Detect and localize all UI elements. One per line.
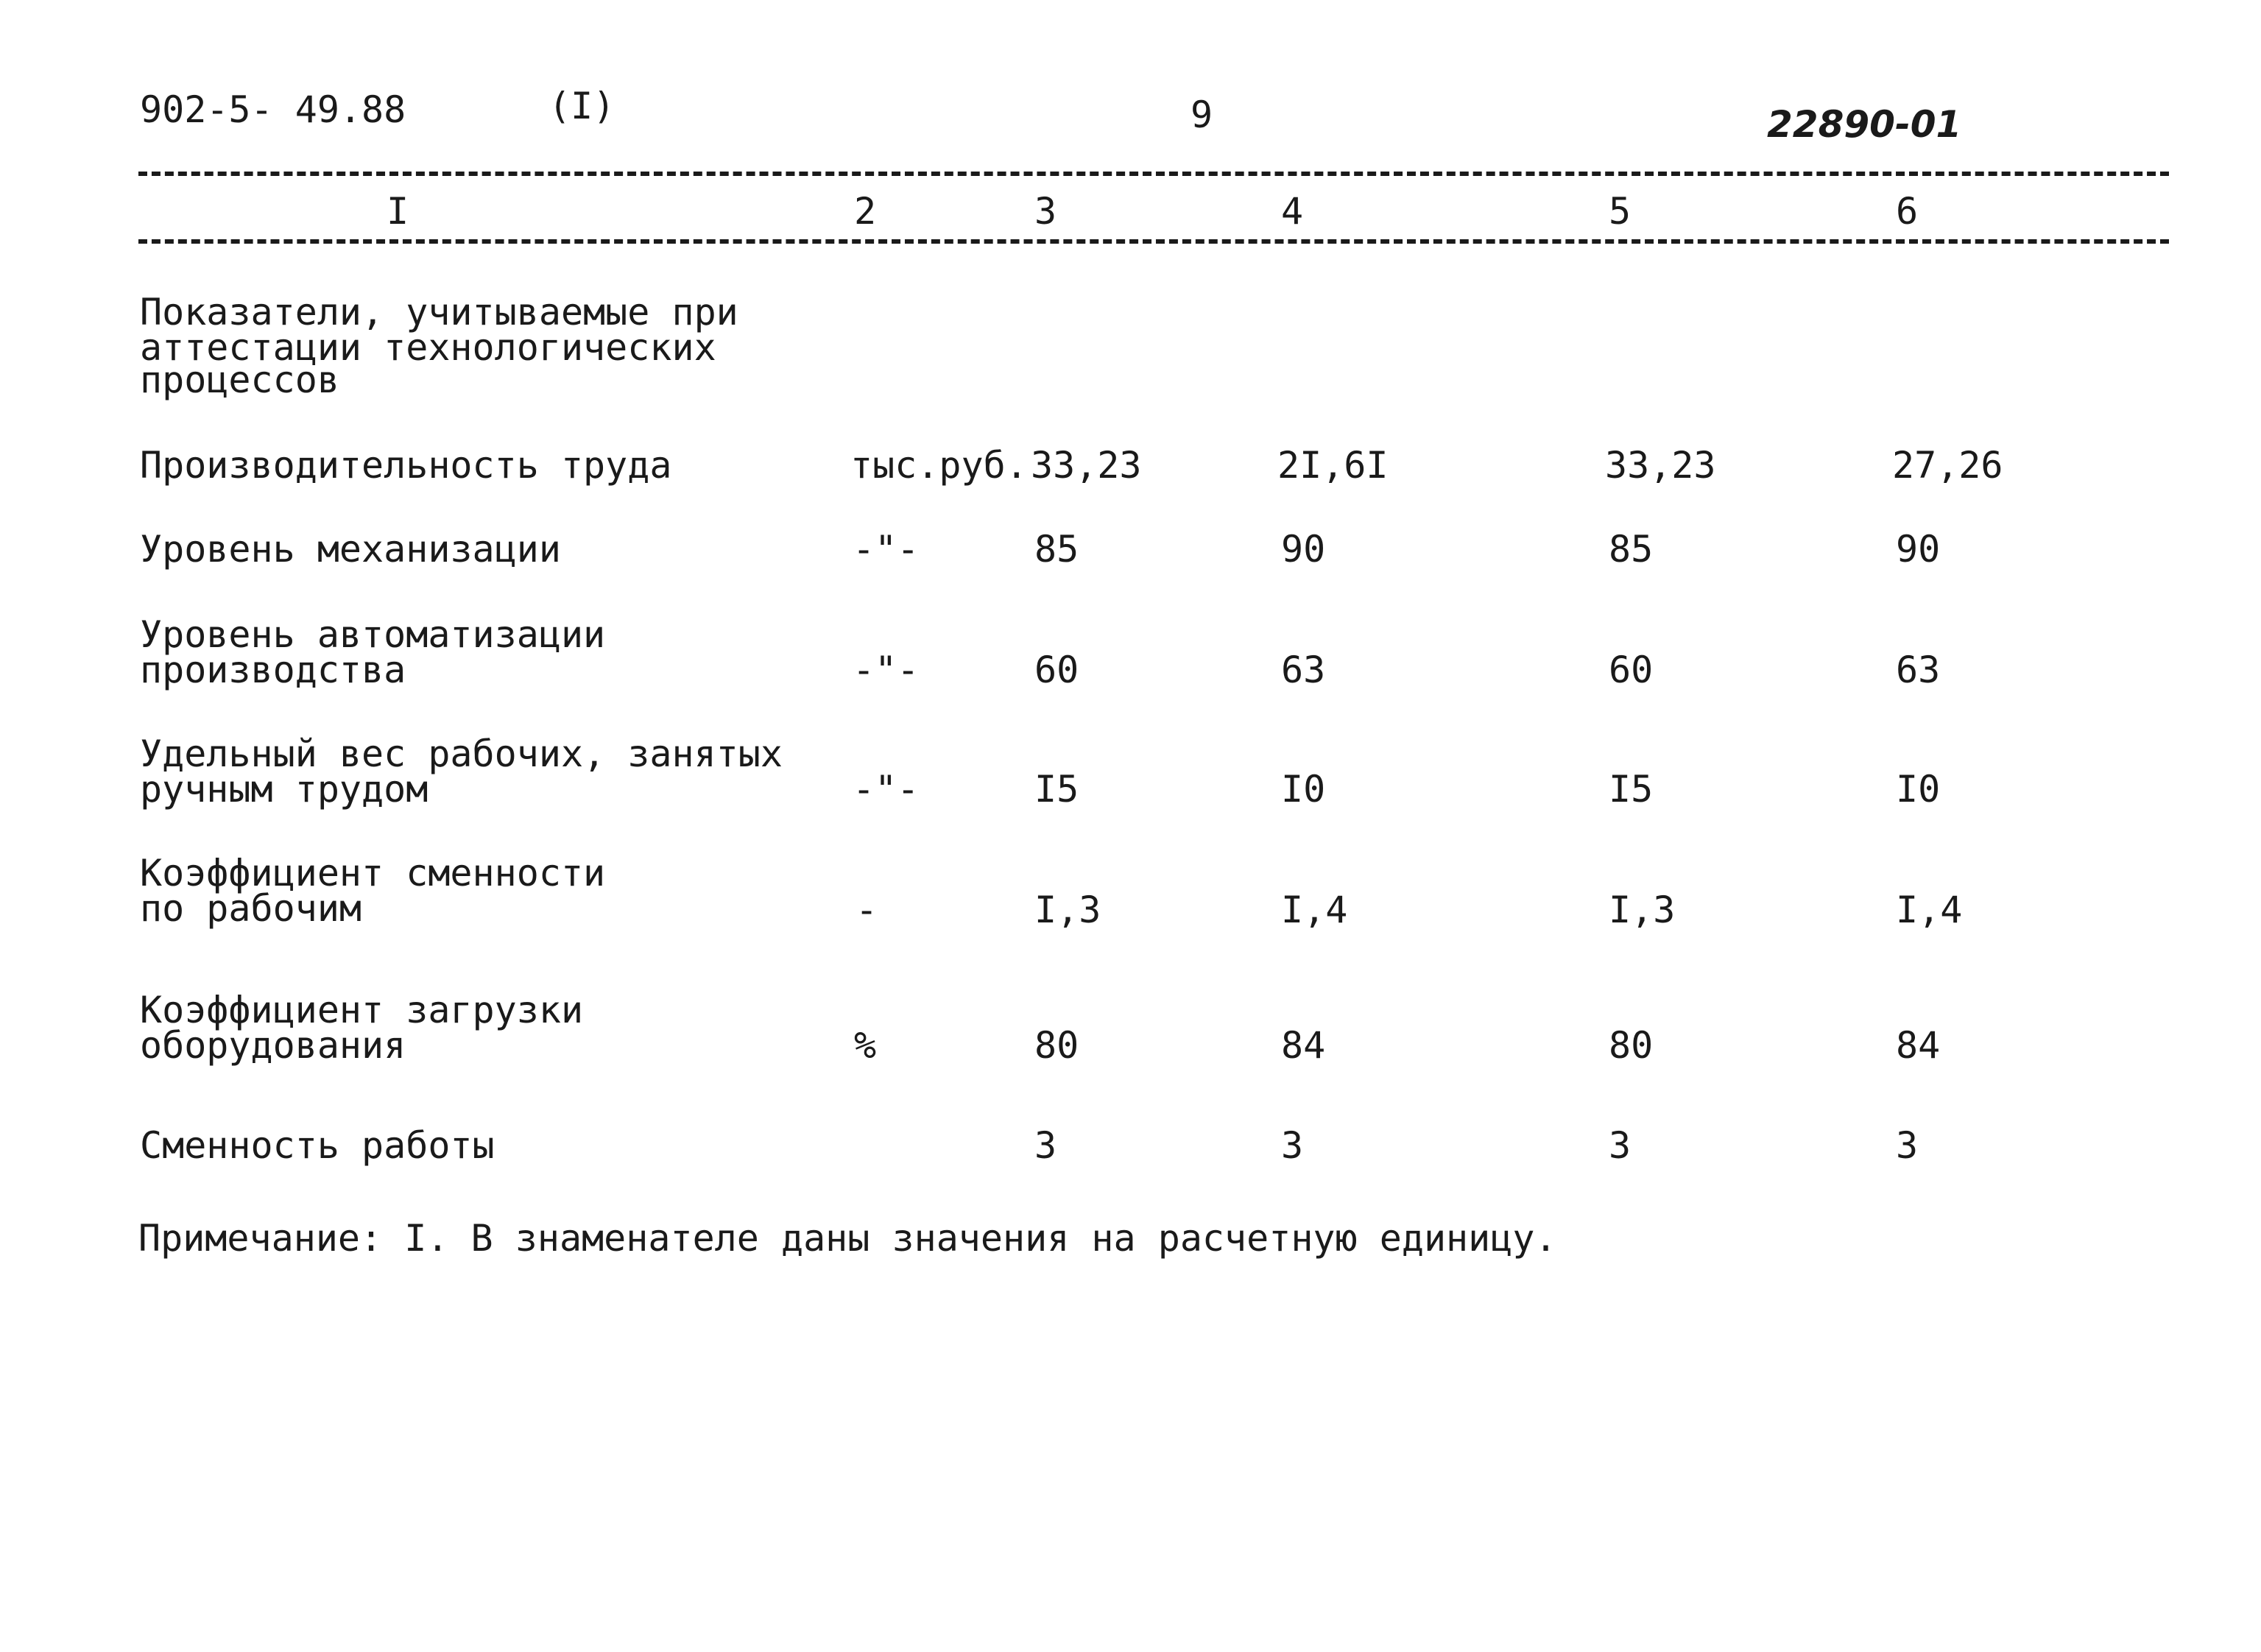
row-label: производства [140,649,406,691]
value-col-3: I,3 [1034,889,1101,931]
value-col-5: 33,23 [1605,444,1716,487]
value-col-5: 60 [1609,649,1654,691]
value-col-3: 80 [1034,1024,1079,1067]
value-col-4: I0 [1281,768,1326,811]
row-unit: % [854,1024,877,1067]
row-unit: -"- [853,768,920,811]
value-col-3: 85 [1034,528,1079,571]
column-number-2: 2 [854,190,877,233]
part-number: (I) [549,85,615,127]
section-heading-line: аттестации технологических [140,326,716,369]
column-number-5: 5 [1609,190,1632,233]
row-label: Сменность работы [140,1124,495,1167]
value-col-3: I5 [1034,768,1079,811]
row-unit: -"- [853,528,920,571]
row-label: Уровень механизации [140,528,561,571]
section-heading-line: процессов [140,359,339,401]
footnote: Примечание: I. В знаменателе даны значения на расчетную единицу. [138,1217,1557,1260]
value-col-5: 80 [1609,1024,1654,1067]
value-col-4: 2I,6I [1277,444,1389,487]
value-col-6: 90 [1896,528,1941,571]
value-col-3: 60 [1034,649,1079,691]
column-number-4: 4 [1281,190,1304,233]
row-unit: тыс.руб. [850,444,1028,487]
value-col-6: 63 [1896,649,1941,691]
value-col-3: 3 [1034,1124,1057,1167]
row-unit: -"- [853,649,920,691]
row-unit: - [856,889,878,931]
row-label: ручным трудом [140,768,428,811]
value-col-6: I0 [1896,768,1941,811]
value-col-5: 3 [1609,1124,1632,1167]
archive-number: 22890-01 [1767,103,1962,146]
value-col-6: 27,26 [1892,444,2003,487]
row-label: по рабочим [140,887,362,930]
value-col-4: 3 [1281,1124,1304,1167]
doc-code: 902-5- 49.88 [140,88,406,131]
row-label: Производительность труда [140,444,672,487]
value-col-3: 33,23 [1031,444,1142,487]
value-col-5: 85 [1609,528,1654,571]
value-col-4: 84 [1281,1024,1326,1067]
row-label: Коэффициент сменности [140,852,606,894]
value-col-5: I,3 [1609,889,1676,931]
value-col-6: 3 [1896,1124,1919,1167]
value-col-4: 90 [1281,528,1326,571]
column-number-1: I [387,190,409,233]
row-label: Уровень автоматизации [140,613,606,656]
column-number-6: 6 [1896,190,1919,233]
value-col-4: I,4 [1281,889,1348,931]
table-top-rule [138,172,2169,176]
value-col-6: I,4 [1896,889,1963,931]
value-col-6: 84 [1896,1024,1941,1067]
value-col-4: 63 [1281,649,1326,691]
section-heading-line: Показатели, учитываемые при [140,291,738,333]
table-header-rule [138,239,2169,244]
row-label: Коэффициент загрузки [140,989,584,1031]
value-col-5: I5 [1609,768,1654,811]
row-label: Удельный вес рабочих, занятых [140,733,783,775]
column-number-3: 3 [1034,190,1057,233]
page-number: 9 [1191,93,1213,136]
row-label: оборудования [140,1024,406,1067]
